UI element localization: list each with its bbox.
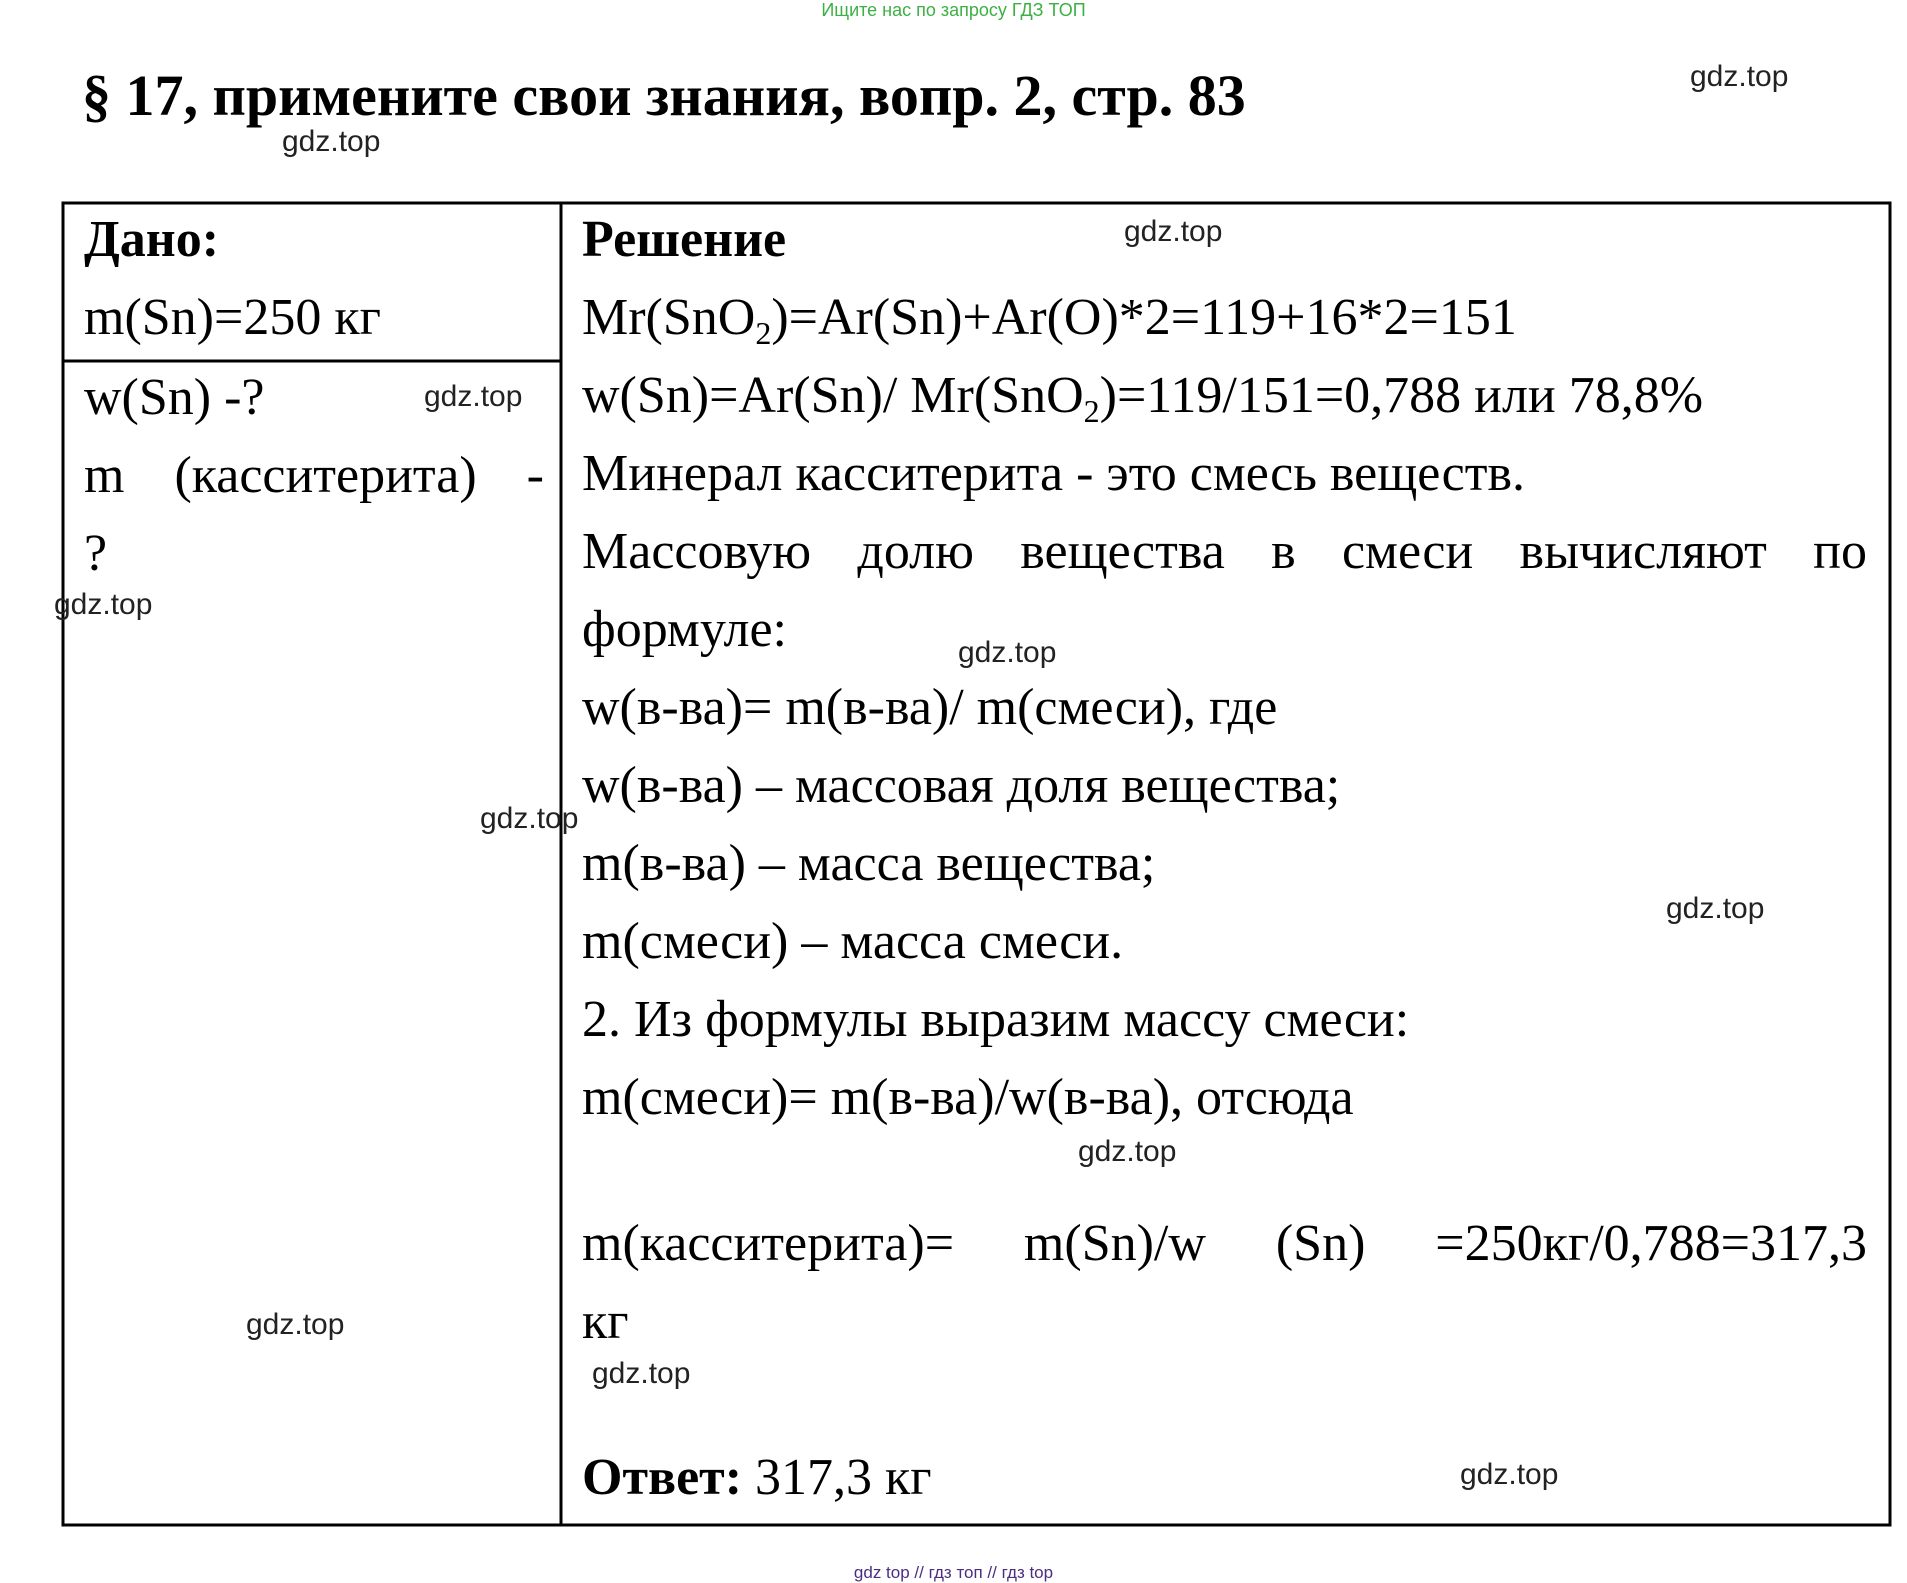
answer xyxy=(582,1439,1867,1517)
solution-line-11: m(смеси)= m(в-ва)/w(в-ва), отсюда xyxy=(582,1069,1354,1126)
solution-cell xyxy=(582,201,1867,1137)
subscript: 2 xyxy=(1083,393,1100,429)
subscript: 2 xyxy=(755,315,772,351)
answer-line xyxy=(582,1439,1867,1517)
top-banner: Ищите нас по запросу ГДЗ ТОП xyxy=(821,0,1086,20)
solution-heading: Решение xyxy=(582,211,787,268)
solution-line-4: Массовую долю вещества в смеси вычисляют по xyxy=(582,523,1867,580)
watermark: gdz.top xyxy=(480,802,579,835)
solution-line-12: m(касситерита)= m(Sn)/w (Sn) =250кг/0,788=317,3 xyxy=(582,1215,1867,1272)
solution-line-8: m(в-ва) – масса вещества; xyxy=(582,835,1156,892)
watermark: gdz.top xyxy=(1460,1458,1559,1491)
find-line-3: ? xyxy=(84,525,108,582)
solution-line-6: w(в-ва)= m(в-ва)/ m(смеси), где xyxy=(582,679,1278,736)
watermark: gdz.top xyxy=(1078,1135,1177,1168)
solution-line-3: Минерал касситерита - это смесь веществ. xyxy=(582,445,1526,502)
formula-part: )=119/151=0,788 или 78,8% xyxy=(1099,367,1704,424)
watermark: gdz.top xyxy=(958,636,1057,669)
formula-part: w(Sn)=Ar(Sn)/ Mr(SnO xyxy=(582,367,1084,424)
solution-line-9: m(смеси) – масса смеси. xyxy=(582,913,1124,970)
formula-part: Mr(SnO xyxy=(582,289,756,346)
find-line-2: m (касситерита) - xyxy=(84,447,544,504)
solution-mass-fraction xyxy=(582,357,1867,435)
given-value: m(Sn)=250 кг xyxy=(84,289,381,346)
watermark: gdz.top xyxy=(1690,60,1789,93)
solution-line-7: w(в-ва) – массовая доля вещества; xyxy=(582,757,1341,814)
page-title: § 17, примените свои знания, вопр. 2, стр. 83 xyxy=(82,63,1246,128)
solution-line-10: 2. Из формулы выразим массу смеси: xyxy=(582,991,1410,1048)
find-line-1: w(Sn) -? xyxy=(84,369,265,426)
answer-label: Ответ: xyxy=(582,1449,743,1506)
watermark: gdz.top xyxy=(1666,892,1765,925)
watermark: gdz.top xyxy=(592,1357,691,1390)
watermark: gdz.top xyxy=(54,588,153,621)
watermark: gdz.top xyxy=(1124,215,1223,248)
answer-value: 317,3 кг xyxy=(742,1449,932,1506)
given-heading: Дано: xyxy=(84,211,220,268)
watermark: gdz.top xyxy=(246,1308,345,1341)
solution-result xyxy=(582,1205,1867,1361)
watermark: gdz.top xyxy=(424,380,523,413)
solution-line-13: кг xyxy=(582,1293,629,1350)
solution-line-5: формуле: xyxy=(582,601,788,658)
footer-links: gdz top // гдз топ // гдз top xyxy=(853,1563,1054,1582)
given-cell xyxy=(84,201,544,357)
formula-part: )=Ar(Sn)+Ar(O)*2=119+16*2=151 xyxy=(771,289,1517,346)
watermark: gdz.top xyxy=(282,125,381,158)
solution-molar-mass xyxy=(582,279,1867,357)
